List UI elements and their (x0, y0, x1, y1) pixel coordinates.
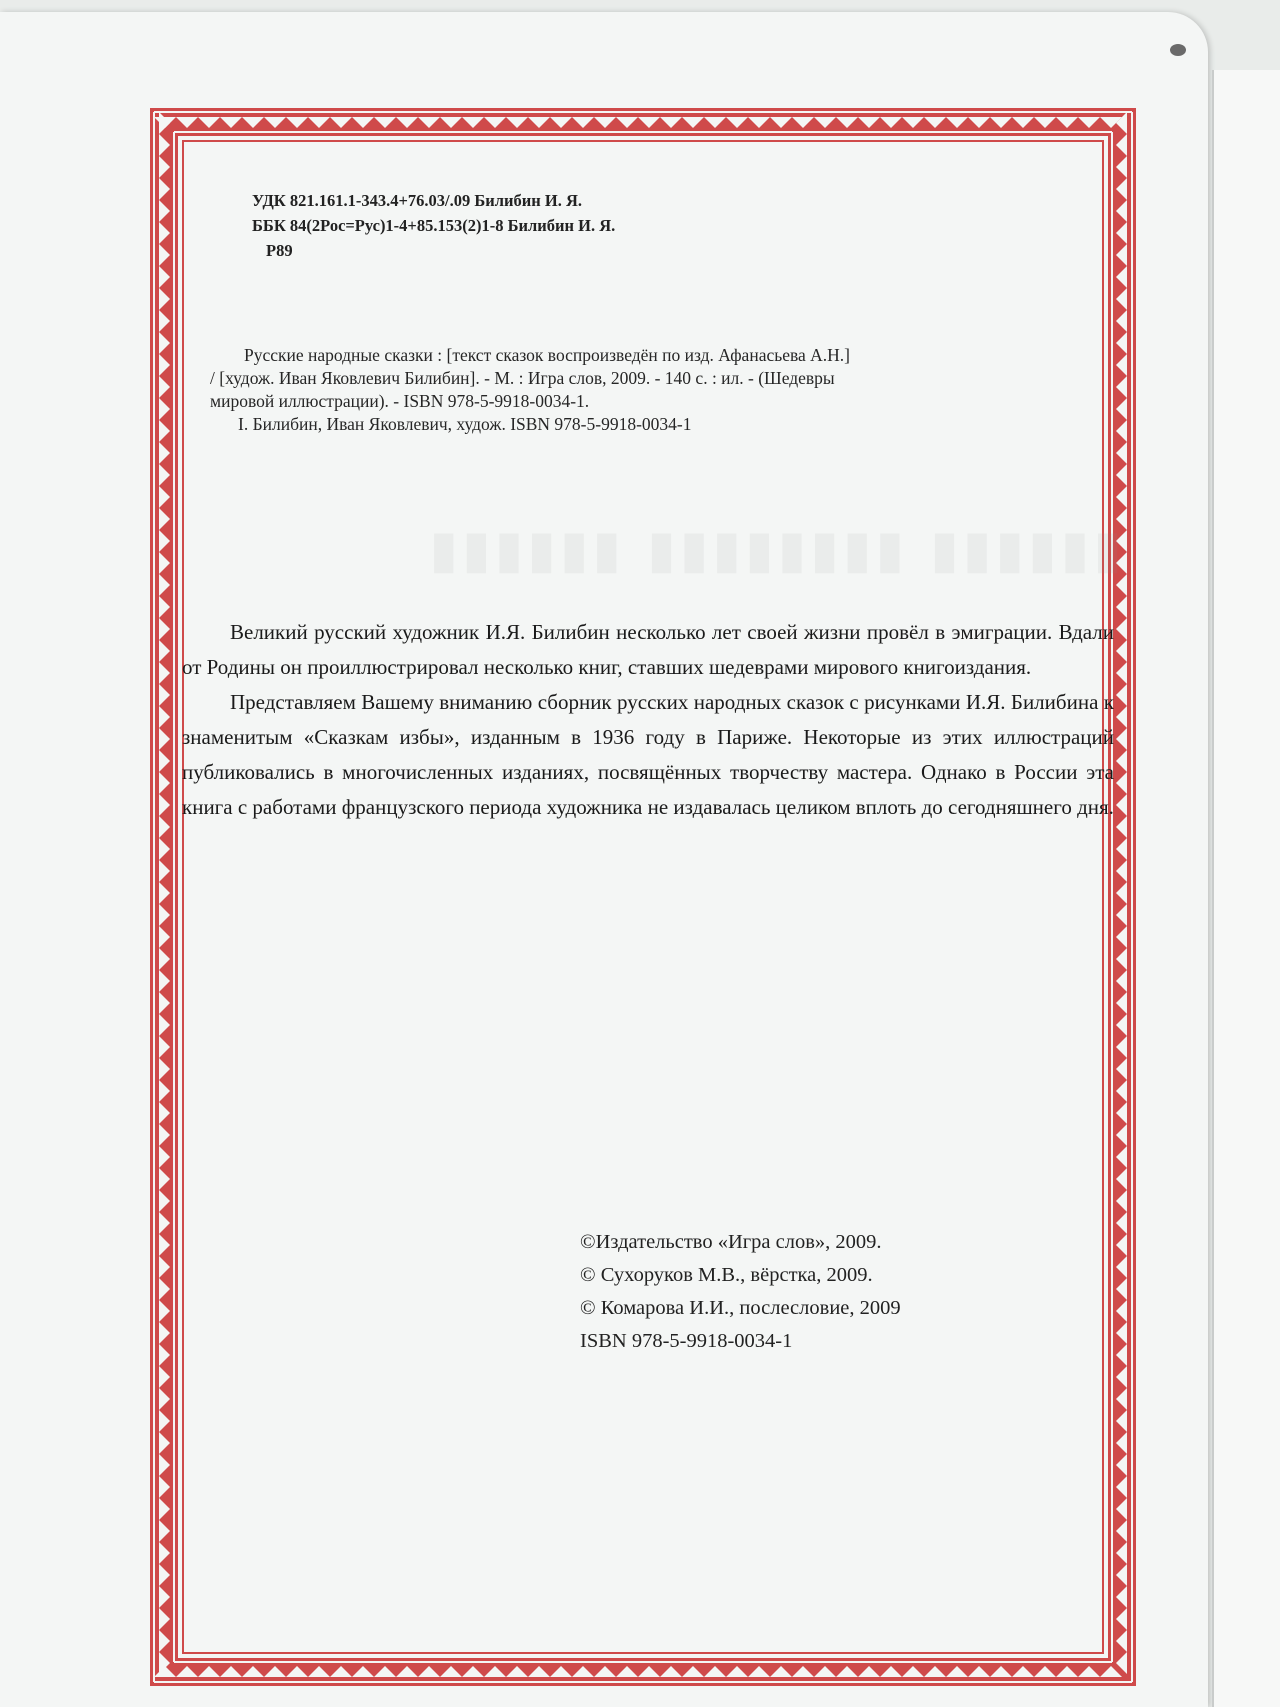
show-through-title: ▮▮▮▮▮▮ ▮▮▮▮▮▮▮▮ ▮▮▮▮▮▮ (425, 520, 1122, 580)
preface-paragraph-2: Представляем Вашему вниманию сборник русских народных сказок с рисунками И.Я. Билибина к знаменитым «Сказкам избы», изданным в 1936 году в Париже. Некоторые из этих иллюстраций публиковались в многочисленных изданиях, посвящённых творчеству мастера. Однако в России эта книга с работами французского периода художника не издавалась целиком вплоть до сегодняшнего дня. (182, 690, 1114, 819)
copyright-afterword: © Комарова И.И., послесловие, 2009 (580, 1297, 901, 1319)
bibliographic-record (210, 344, 1060, 436)
adjacent-page-edge (1212, 70, 1280, 1707)
copyright-block (580, 1226, 901, 1358)
biblio-line-3: мировой иллюстрации). - ISBN 978-5-9918-0034-1. (210, 391, 590, 411)
biblio-line-2: / [худож. Иван Яковлевич Билибин]. - М. : Игра слов, 2009. - 140 с. : ил. - (Шедевры (210, 368, 835, 388)
author-mark: Р89 (266, 241, 293, 260)
copyright-isbn: ISBN 978-5-9918-0034-1 (580, 1330, 793, 1352)
preface-paragraph-1: Великий русский художник И.Я. Билибин несколько лет своей жизни провёл в эмиграции. Вдали от Родины он проиллюстрировал несколько книг, ставших шедеврами мирового книгоиздания. (182, 620, 1114, 679)
biblio-line-1: Русские народные сказки : [текст сказок воспроизведён по изд. Афанасьева А.Н.] (244, 345, 851, 365)
biblio-line-4: I. Билибин, Иван Яковлевич, худож. ISBN 978-5-9918-0034-1 (238, 414, 692, 434)
preface-text (182, 615, 1114, 825)
udk-code: УДК 821.161.1-343.4+76.03/.09 Билибин И. Я. (252, 191, 583, 210)
copyright-publisher: ©Издательство «Игра слов», 2009. (580, 1231, 882, 1253)
bbk-code: ББК 84(2Рос=Рус)1-4+85.153(2)1-8 Билибин И. Я. (252, 216, 616, 235)
copyright-layout: © Сухоруков М.В., вёрстка, 2009. (580, 1264, 873, 1286)
page-corner-mark (1170, 44, 1186, 56)
catalog-codes (252, 188, 615, 263)
